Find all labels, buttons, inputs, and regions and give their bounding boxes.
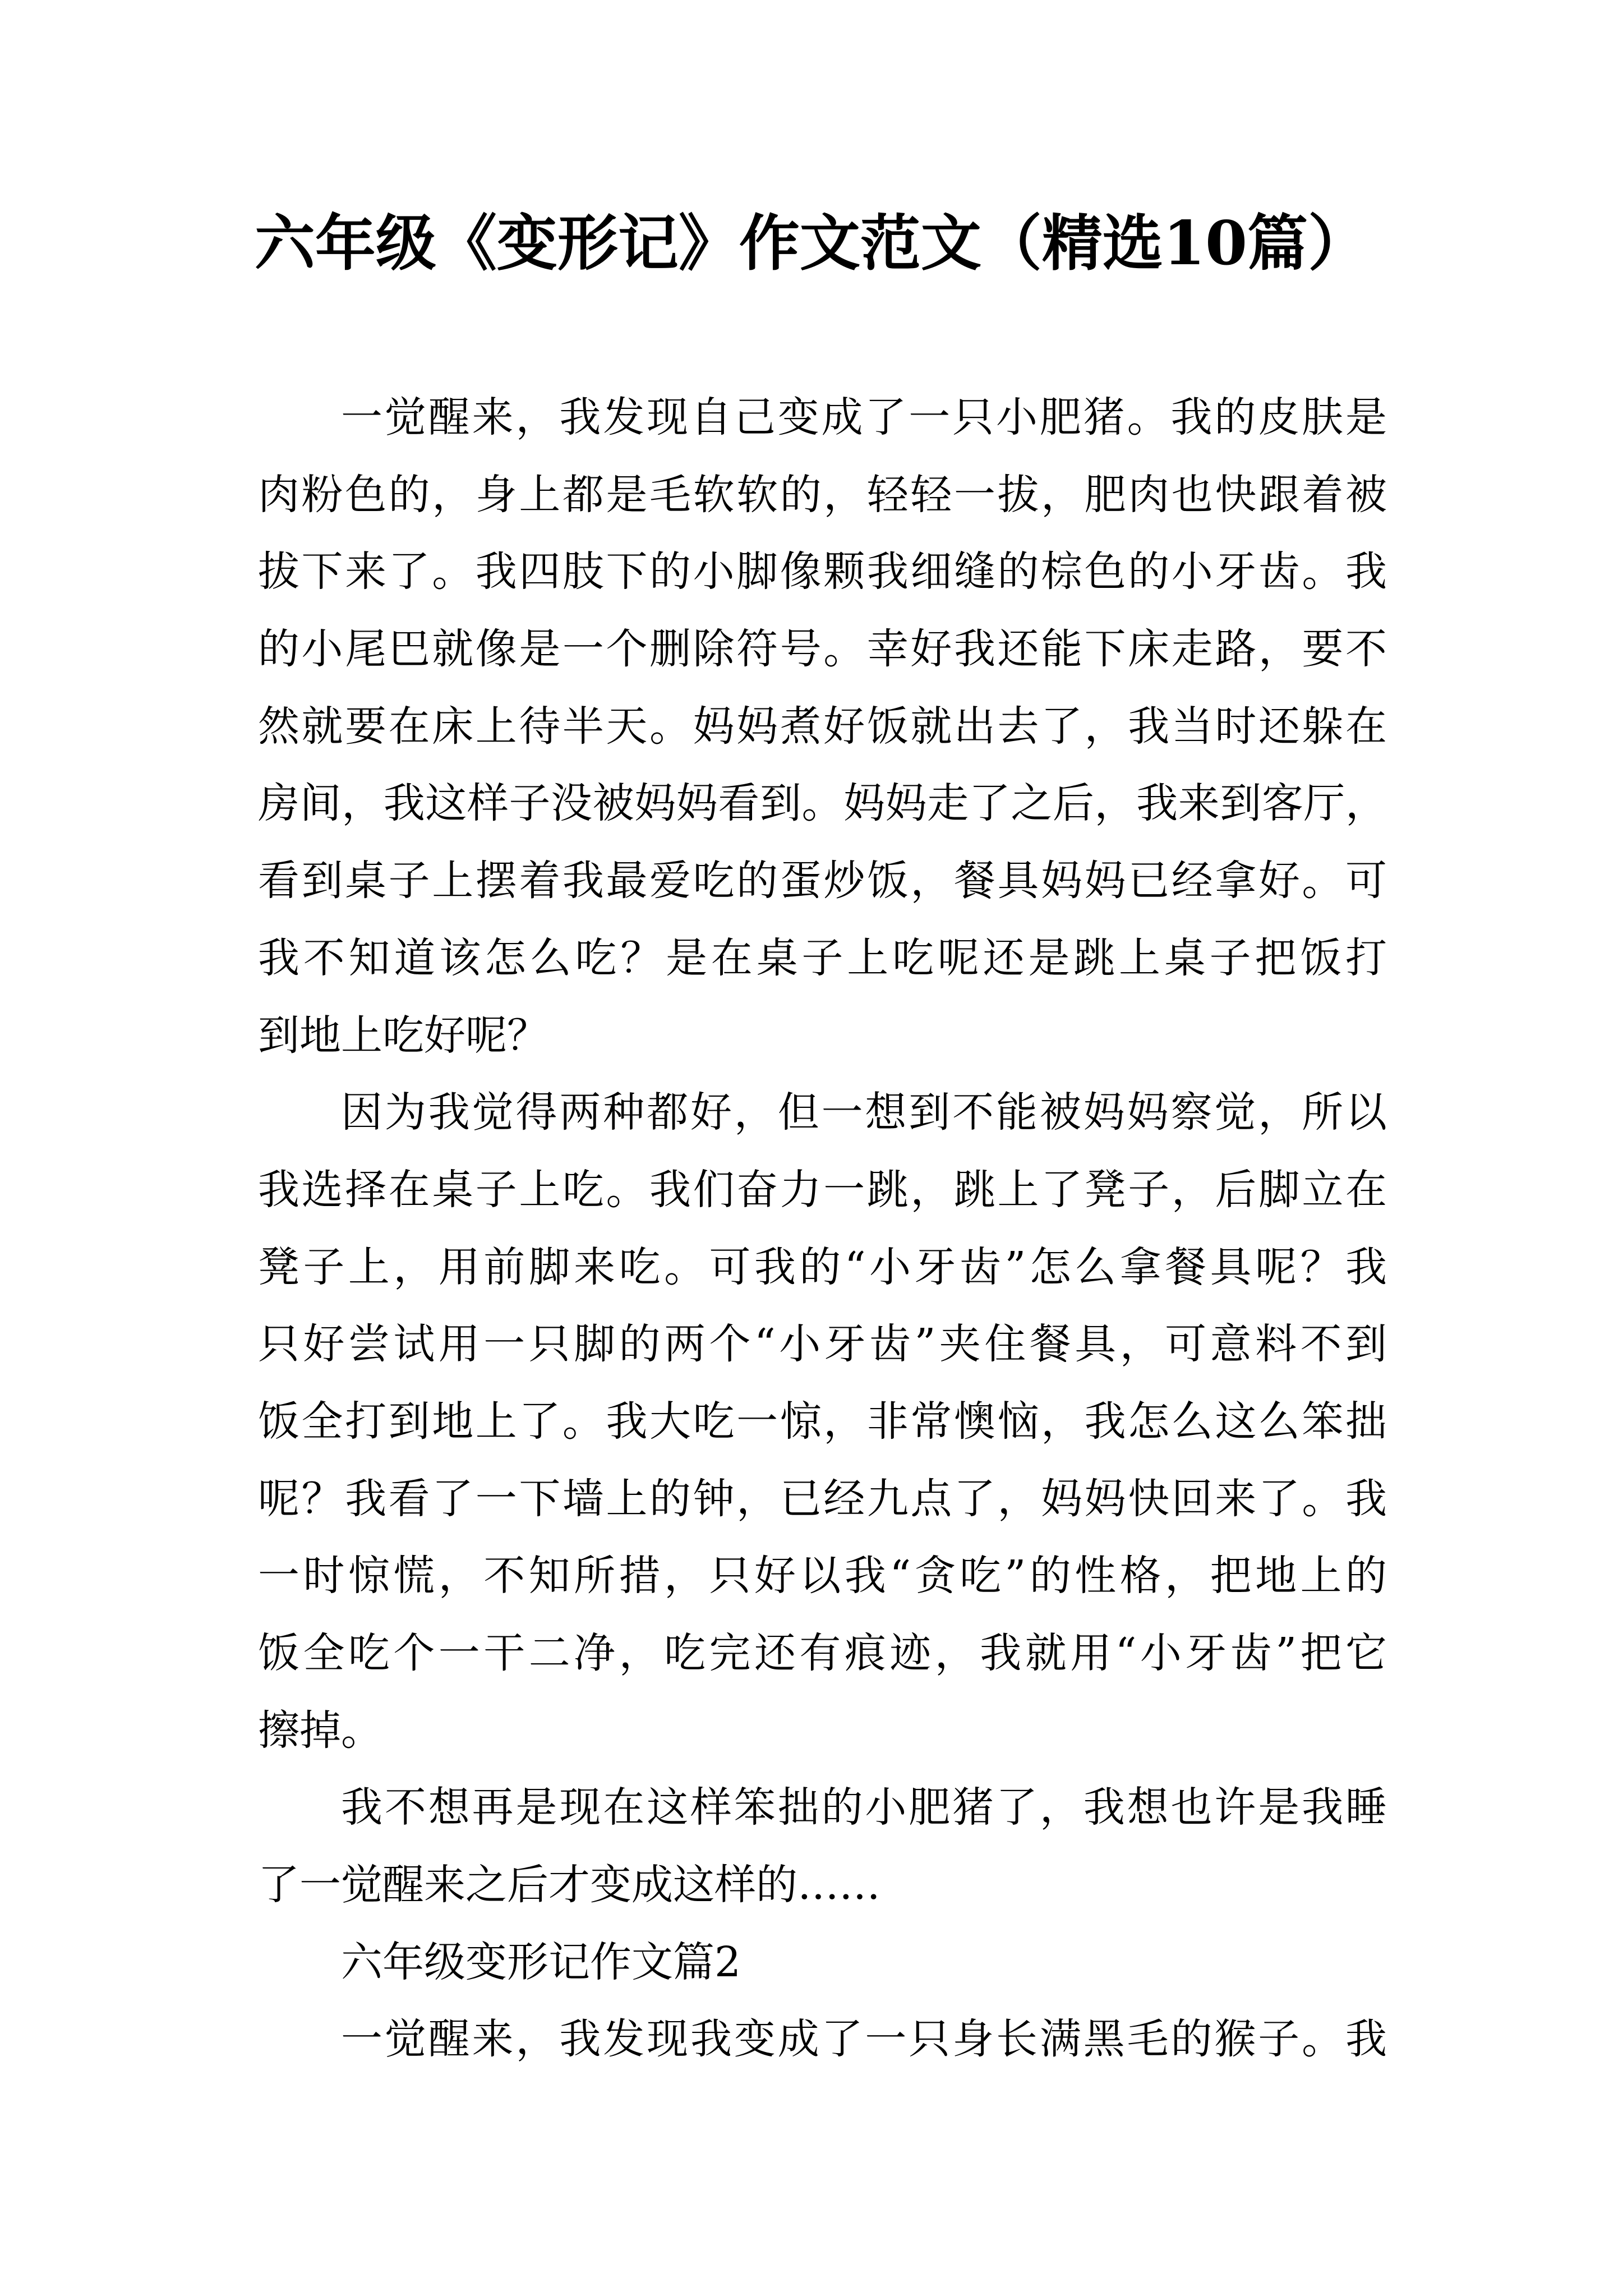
text-line: 我不想再是现在这样笨拙的小肥猪了，我想也许是我睡: [341, 1783, 1389, 1832]
paragraph: [258, 379, 1391, 1074]
text-line: 肉粉色的，身上都是毛软软的，轻轻一拔，肥肉也快跟着被: [258, 470, 1389, 519]
text-line: 房间，我这样子没被妈妈看到。妈妈走了之后，我来到客厅，: [258, 779, 1387, 828]
text-line: 擦掉。: [258, 1706, 382, 1755]
text-line: 因为我觉得两种都好，但一想到不能被妈妈察觉，所以: [341, 1088, 1389, 1137]
text-line: 凳子上，用前脚来吃。可我的“小牙齿”怎么拿餐具呢？我: [258, 1243, 1391, 1291]
text-line: 到地上吃好呢？: [258, 1011, 548, 1060]
text-line: 然就要在床上待半天。妈妈煮好饭就出去了，我当时还躲在: [258, 702, 1389, 751]
section-heading: 六年级变形记作文篇2: [341, 1938, 741, 1986]
essay-2-body: [258, 2001, 1387, 2078]
text-line: 拔下来了。我四肢下的小脚像颗我细缝的棕色的小牙齿。我: [258, 547, 1389, 596]
text-line: 一觉醒来，我发现自己变成了一只小肥猪。我的皮肤是: [341, 393, 1389, 441]
text-line: 了一觉醒来之后才变成这样的……: [258, 1861, 880, 1910]
text-line: 一觉醒来，我发现我变成了一只身长满黑毛的猴子。我: [341, 2015, 1389, 2064]
text-line: 看到桌子上摆着我最爱吃的蛋炒饭，餐具妈妈已经拿好。可: [258, 857, 1389, 905]
text-line: 一时惊慌，不知所措，只好以我“贪吃”的性格，把地上的: [258, 1552, 1391, 1600]
text-line: 我不知道该怎么吃？是在桌子上吃呢还是跳上桌子把饭打: [258, 933, 1391, 982]
paragraph: [258, 1074, 1391, 1769]
essay-1: [258, 379, 1391, 1924]
page-title: 六年级《变形记》作文范文（精选10篇）: [254, 208, 1369, 279]
paragraph: [258, 2001, 1387, 2078]
text-line: 呢？我看了一下墙上的钟，已经九点了，妈妈快回来了。我: [258, 1474, 1389, 1523]
document-body: [258, 379, 1391, 2078]
text-line: 的小尾巴就像是一个删除符号。幸好我还能下床走路，要不: [258, 625, 1389, 674]
text-line: 只好尝试用一只脚的两个“小牙齿”夹住餐具，可意料不到: [258, 1320, 1391, 1369]
text-line: 饭全吃个一干二净，吃完还有痕迹，我就用“小牙齿”把它: [258, 1629, 1391, 1677]
paragraph: [258, 1769, 1387, 1924]
text-line: 饭全打到地上了。我大吃一惊，非常懊恼，我怎么这么笨拙: [258, 1397, 1389, 1446]
essay-2: [258, 1924, 1387, 2078]
text-line: 我选择在桌子上吃。我们奋力一跳，跳上了凳子，后脚立在: [258, 1165, 1389, 1214]
